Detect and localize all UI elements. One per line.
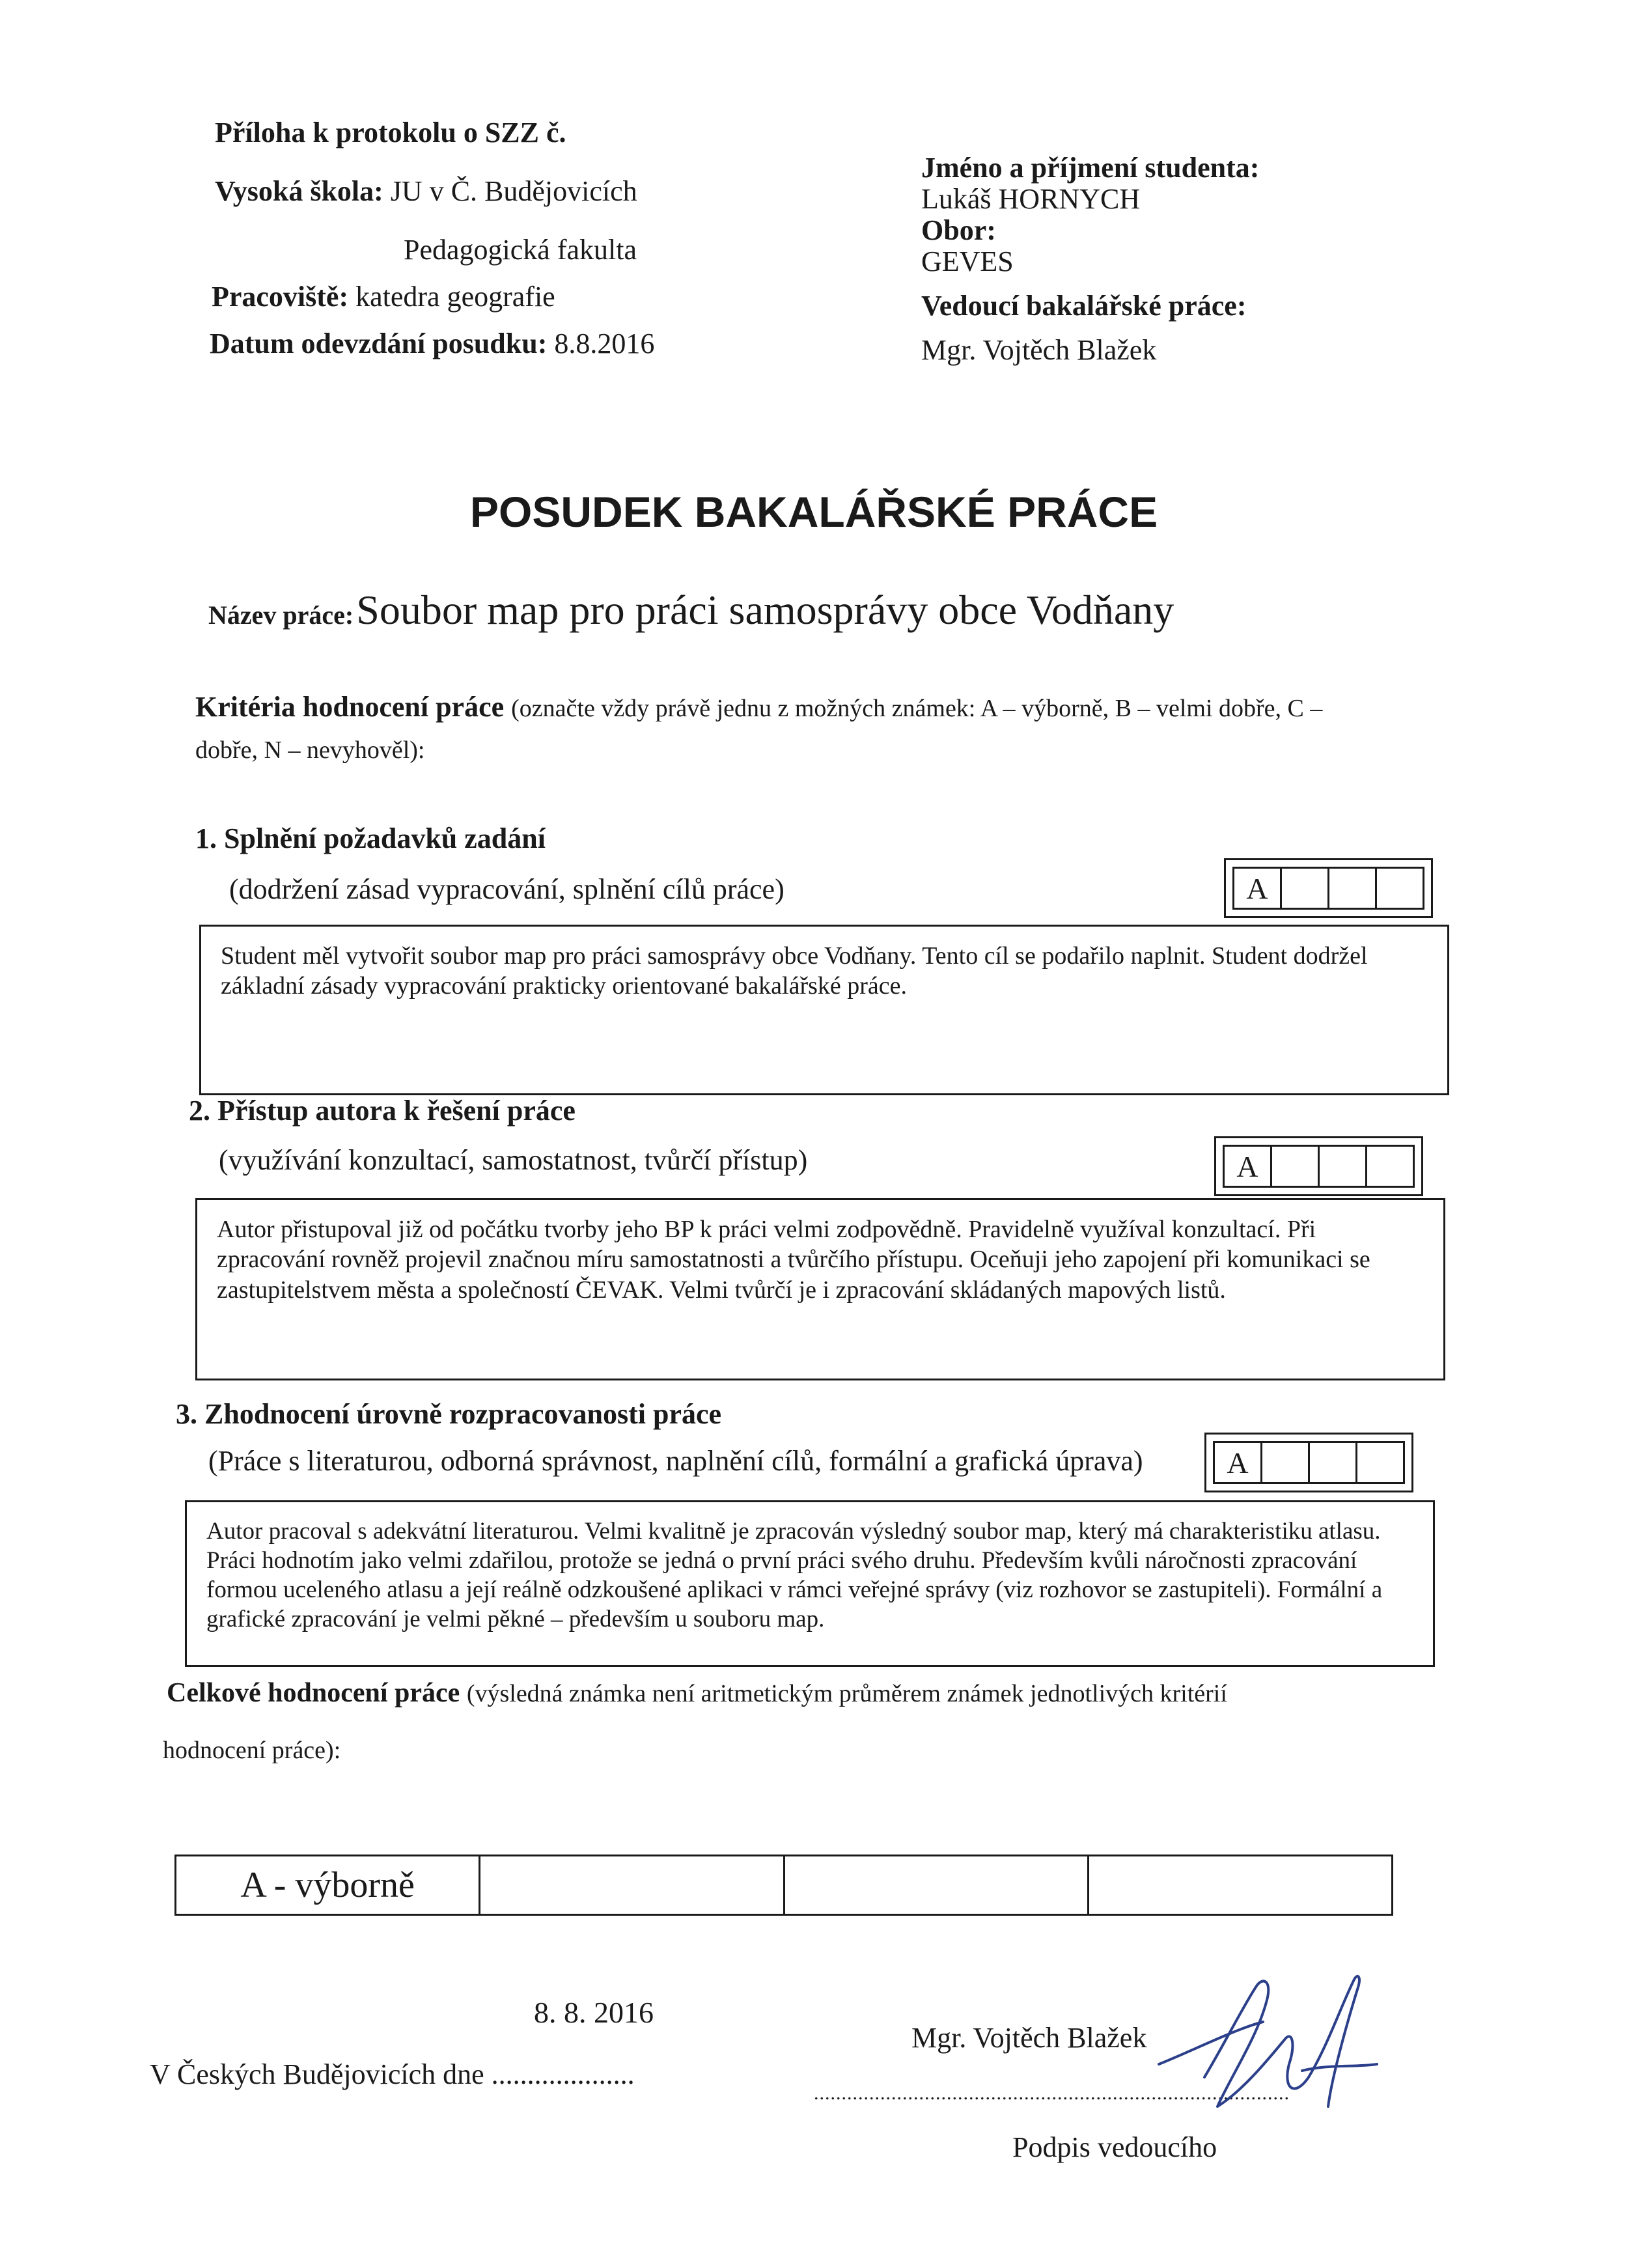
celkove-note: (výsledná známka není aritmetickým průměrem známek jednotlivých kritérií (466, 1680, 1227, 1707)
footer-name: Mgr. Vojtěch Blažek (911, 2022, 1147, 2054)
kriteria-note-2: dobře, N – nevyhověl): (195, 736, 425, 764)
obor-label: Obor: (921, 214, 996, 246)
section-3-grade-c[interactable] (1308, 1441, 1357, 1484)
fakulta-value: Pedagogická fakulta (404, 234, 637, 266)
footer-dots-left: .................... (491, 2058, 635, 2090)
final-grade-table[interactable] (174, 1855, 1393, 1916)
pracoviste-value: katedra geografie (355, 281, 555, 313)
section-2-grade-box[interactable] (1214, 1136, 1423, 1196)
kriteria-row (195, 690, 1322, 723)
datum-value: 8.8.2016 (554, 328, 655, 359)
signature-label: Podpis vedoucího (1012, 2131, 1217, 2163)
section-1-grade-c[interactable] (1327, 867, 1377, 910)
skola-value: JU v Č. Budějovicích (390, 175, 637, 207)
footer-place: V Českých Budějovicích dne (150, 2058, 484, 2090)
celkove-note-2: hodnocení práce): (163, 1737, 341, 1764)
section-1-title (195, 822, 546, 856)
pracoviste-row (212, 280, 555, 315)
section-2-grade-b[interactable] (1270, 1145, 1320, 1188)
datum-label: Datum odevzdání posudku: (210, 328, 548, 359)
celkove-row (167, 1677, 1227, 1709)
section-3-title (176, 1397, 721, 1432)
celkove-label: Celkové hodnocení práce (167, 1678, 460, 1708)
datum-row (210, 327, 654, 361)
section-2-grade-n[interactable] (1365, 1145, 1415, 1188)
section-3-grade-b[interactable] (1260, 1441, 1310, 1484)
skola-label: Vysoká škola: (215, 175, 383, 207)
section-3-title-text: Zhodnocení úrovně rozpracovanosti práce (204, 1398, 722, 1430)
final-grade-cell-3[interactable] (783, 1856, 1087, 1914)
section-2-grade-a[interactable]: A (1223, 1145, 1272, 1188)
vedouci-label: Vedoucí bakalářské práce: (921, 290, 1247, 322)
section-3-subtitle: (Práce s literaturou, odborná správnost, naplnění cílů, formální a grafická úprava) (208, 1445, 1143, 1477)
section-1-grade-b[interactable] (1280, 867, 1329, 910)
section-1-title-text: Splnění požadavků zadání (224, 822, 546, 854)
section-3-comment: Autor pracoval s adekvátní literaturou. Velmi kvalitně je zpracován výsledný soubor map, který má charakteristiku atlasu. Práci hodnotím jako velmi zdařilou, protože se jedná o první práci svého druhu. Především kvůli náročnosti zpracování formou uceleného atlasu a její reálně odzkoušené aplikaci v rámci veřejné správy (viz rozhovor se zastupiteli). Formální a grafické zpracování je velmi pěkné – především u souboru map. (185, 1500, 1435, 1667)
section-1-grade-n[interactable] (1375, 867, 1424, 910)
section-2-comment: Autor přistupoval již od počátku tvorby jeho BP k práci velmi zodpovědně. Pravidelně využíval konzultací. Při zpracování rovněž projevil značnou míru samostatnosti a tvůrčího přístupu. Oceňuji jeho zapojení při komunikaci se zastupitelstvem města a společností ČEVAK. Velmi tvůrčí je i zpracování skládaných mapových listů. (195, 1198, 1445, 1380)
section-2-grade-c[interactable] (1318, 1145, 1367, 1188)
footer-date: 8. 8. 2016 (534, 1996, 654, 2029)
nazev-label: Název práce: (208, 600, 354, 630)
section-2-number: 2. (189, 1095, 210, 1127)
kriteria-label: Kritéria hodnocení práce (195, 691, 505, 723)
footer-place-row (150, 2058, 635, 2091)
skola-row (215, 175, 637, 209)
section-1-comment: Student měl vytvořit soubor map pro práci samosprávy obce Vodňany. Tento cíl se podařilo naplnit. Student dodržel základní zásady vypracování prakticky orientované bakalářské práce. (199, 925, 1449, 1095)
nazev-row (208, 586, 1174, 634)
obor-value: GEVES (921, 245, 1014, 277)
student-value: Lukáš HORNYCH (921, 183, 1141, 215)
signature-image (1133, 1967, 1380, 2123)
page-title: POSUDEK BAKALÁŘSKÉ PRÁCE (470, 488, 1158, 536)
section-3-grade-a[interactable]: A (1213, 1441, 1262, 1484)
final-grade-cell-2[interactable] (479, 1856, 783, 1914)
final-grade-cell-4[interactable] (1087, 1856, 1391, 1914)
student-label: Jméno a příjmení studenta: (921, 152, 1260, 184)
vedouci-value: Mgr. Vojtěch Blažek (921, 334, 1157, 366)
kriteria-note: (označte vždy právě jednu z možných známek: A – výborně, B – velmi dobře, C – (511, 695, 1323, 722)
section-2-title (189, 1094, 576, 1128)
final-grade-value[interactable]: A - výborně (240, 1865, 415, 1905)
section-3-grade-n[interactable] (1355, 1441, 1405, 1484)
footer-dots-right: ...................................................................................... (814, 2082, 1290, 2104)
section-3-number: 3. (176, 1398, 197, 1430)
section-1-subtitle: (dodržení zásad vypracování, splnění cílů práce) (229, 873, 785, 905)
section-3-grade-box[interactable] (1204, 1433, 1413, 1492)
pracoviste-label: Pracoviště: (212, 281, 349, 313)
section-1-grade-box[interactable] (1224, 858, 1433, 918)
section-1-grade-a[interactable]: A (1232, 867, 1282, 910)
section-2-title-text: Přístup autora k řešení práce (217, 1095, 576, 1127)
section-2-subtitle: (využívání konzultací, samostatnost, tvůrčí přístup) (219, 1144, 808, 1176)
section-1-number: 1. (195, 822, 217, 854)
priloha-label: Příloha k protokolu o SZZ č. (215, 117, 566, 148)
nazev-value: Soubor map pro práci samosprávy obce Vodňany (356, 587, 1174, 633)
